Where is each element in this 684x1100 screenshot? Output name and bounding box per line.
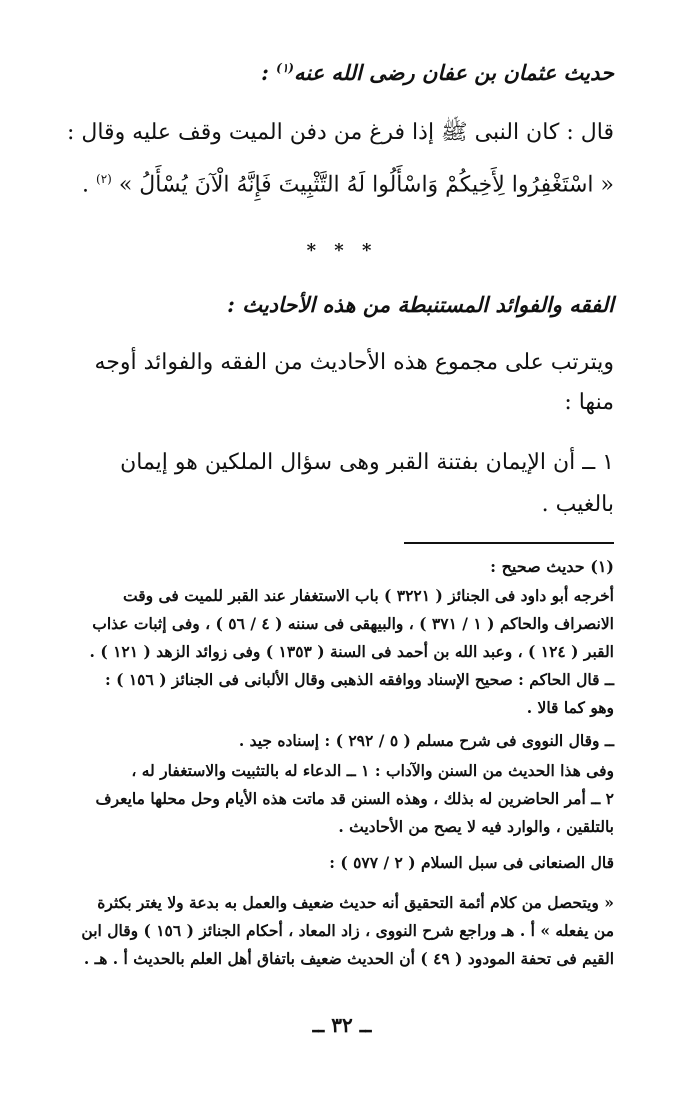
fiqh-heading: الفقه والفوائد المستنبطة من هذه الأحاديث : <box>227 292 614 317</box>
hadith-heading <box>60 60 614 85</box>
divider-stars: * * * <box>306 240 378 261</box>
footnote-line: القيم فى تحفة المودود ( ٤٩ ) أن الحديث ضعيف باتفاق أهل العلم بالحديث أ . هـ . <box>83 949 614 968</box>
footnote-line: ــ وقال النووى فى شرح مسلم ( ٥ / ٢٩٢ ) : إسناده جيد . <box>238 731 614 750</box>
footnote-line: الانصراف والحاكم ( ١ / ٣٧١ ) ، والبيهقى فى سننه ( ٤ / ٥٦ ) ، وفى إثبات عذاب <box>92 614 614 633</box>
footnote-separator <box>404 542 614 544</box>
narration-intro: قال : كان النبى ﷺ إذا فرغ من دفن الميت وقف عليه وقال : <box>66 120 614 145</box>
point-1-line-2: بالغيب . <box>541 492 614 517</box>
narration-quote <box>60 172 614 197</box>
footnote-line: أخرجه أبو داود فى الجنائز ( ٣٢٢١ ) باب الاستغفار عند القبر للميت فى وقت <box>122 586 614 605</box>
footnote-line: ــ قال الحاكم : صحيح الإسناد ووافقه الذهبى وقال الألبانى فى الجنائز ( ١٥٦ ) : <box>104 670 614 689</box>
footnote-line: القبر ( ١٢٤ ) ، وعبد الله بن أحمد فى السنة ( ١٣٥٣ ) وفى زوائد الزهد ( ١٢١ ) . <box>89 642 614 661</box>
footnote-line: وهو كما قالا . <box>526 698 614 717</box>
footnote-line: « ويتحصل من كلام أئمة التحقيق أنه حديث ضعيف والعمل به بدعة ولا يغتر بكثرة <box>97 893 614 912</box>
footnote-line: قال الصنعانى فى سبل السلام ( ٢ / ٥٧٧ ) : <box>329 853 614 872</box>
fiqh-intro-line-2: منها : <box>564 390 614 415</box>
hadith-heading-colon: : <box>261 60 269 85</box>
page-number: ــ ٣٢ ــ <box>312 1013 372 1037</box>
footnote-line: ٢ ــ أمر الحاضرين له بذلك ، وهذه السنن قد ماتت هذه الأيام وحل محلها مايعرف <box>95 789 614 808</box>
footnote-ref-1: (١) <box>276 61 294 75</box>
footnote-line: من يفعله » أ . هـ وراجع شرح النووى ، زاد المعاد ، أحكام الجنائز ( ١٥٦ ) وقال ابن <box>81 921 614 940</box>
footnote-heading: (١) حديث صحيح : <box>490 557 614 576</box>
hadith-heading-title: حديث عثمان بن عفان رضى الله عنه <box>293 60 614 85</box>
quote-text: « اسْتَغْفِرُوا لِأَخِيكُمْ وَاسْأَلُوا لَهُ التَّثْبِيتَ فَإِنَّهُ الْآنَ يُسْأَلُ » <box>118 172 614 198</box>
footnote-line: وفى هذا الحديث من السنن والآداب : ١ ــ الدعاء له بالتثبيت والاستغفار له ، <box>131 761 614 780</box>
quote-end-mark: . <box>82 172 90 198</box>
footnote-line: بالتلقين ، والوارد فيه لا يصح من الأحاديث . <box>338 817 614 836</box>
footnote-ref-2: (٢) <box>96 172 112 186</box>
point-1-line-1: ١ ــ أن الإيمان بفتنة القبر وهى سؤال الملكين هو إيمان <box>120 450 614 475</box>
fiqh-intro-line-1: ويترتب على مجموع هذه الأحاديث من الفقه والفوائد أوجه <box>94 350 614 375</box>
